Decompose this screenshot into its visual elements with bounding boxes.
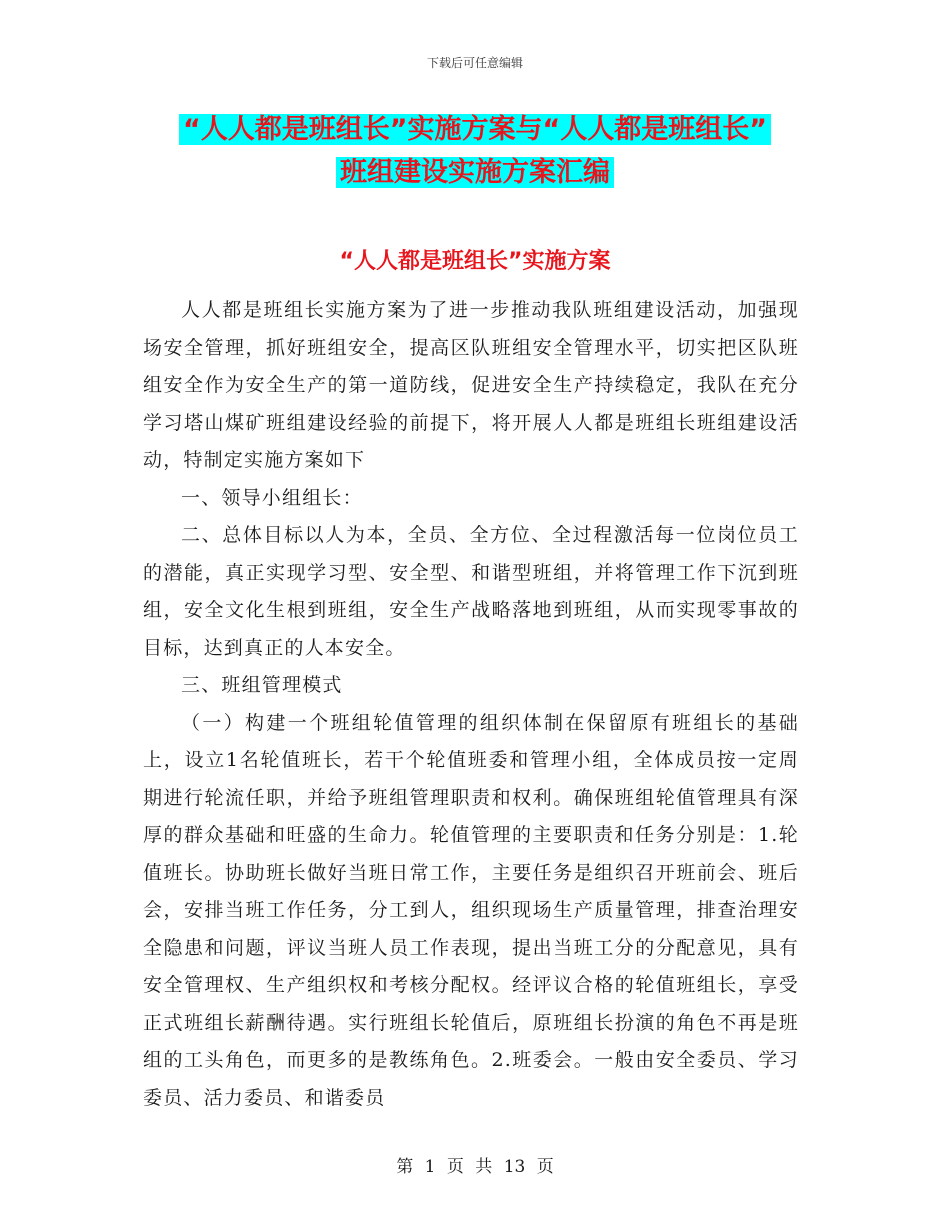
paragraph-intro: 人人都是班组长实施方案为了进一步推动我队班组建设活动，加强现场安全管理，抓好班组安全，提高区队班组安全管理水平，切实把区队班组安全作为安全生产的第一道防线，促进安全生产持续稳定，我队在充分学习塔山煤矿班组建设经验的前提下，将开展人人都是班组长班组建设活动，特制定实施方案如下 (143, 299, 799, 471)
paragraph-goals: 二、总体目标以人为本，全员、全方位、全过程激活每一位岗位员工的潜能，真正实现学习型、安全型、和谐型班组，并将管理工作下沉到班组，安全文化生根到班组，安全生产战略落地到班组，从而实现零事故的目标，达到真正的人本安全。 (143, 524, 799, 659)
paragraph-rotation-system: （一）构建一个班组轮值管理的组织体制在保留原有班组长的基础上，设立1名轮值班长，若干个轮值班委和管理小组，全体成员按一定周期进行轮流任职，并给予班组管理职责和权利。确保班组轮值管理具有深厚的群众基础和旺盛的生命力。轮值管理的主要职责和任务分别是：1.轮值班长。协助班长做好当班日常工作，主要任务是组织召开班前会、班后会，安排当班工作任务，分工到人，组织现场生产质量管理，排查治理安全隐患和问题，评议当班人员工作表现，提出当班工分的分配意见，具有安全管理权、生产组织权和考核分配权。经评议合格的轮值班组长，享受正式班组长薪酬待遇。实行班组长轮值后，原班组长扮演的角色不再是班组的工头角色，而更多的是教练角色。2.班委会。一般由安全委员、学习委员、活力委员、和谐委员 (143, 711, 799, 1109)
paragraph-management-mode: 三、班组管理模式 (181, 674, 343, 696)
document-title-line-2 (0, 153, 950, 193)
paragraph-leadership: 一、领导小组组长： (181, 486, 363, 509)
document-title-text-2: 班组建设实施方案汇编 (336, 157, 614, 188)
page-header-note: 下载后可任意编辑 (426, 56, 523, 70)
document-title-line-1 (0, 110, 950, 150)
page-number: 第 1 页 共 13 页 (396, 1157, 554, 1177)
document-title-text-1: “人人都是班组长”实施方案与“人人都是班组长” (179, 114, 771, 145)
section-heading: “人人都是班组长”实施方案 (339, 249, 611, 274)
body-text (143, 292, 799, 1117)
